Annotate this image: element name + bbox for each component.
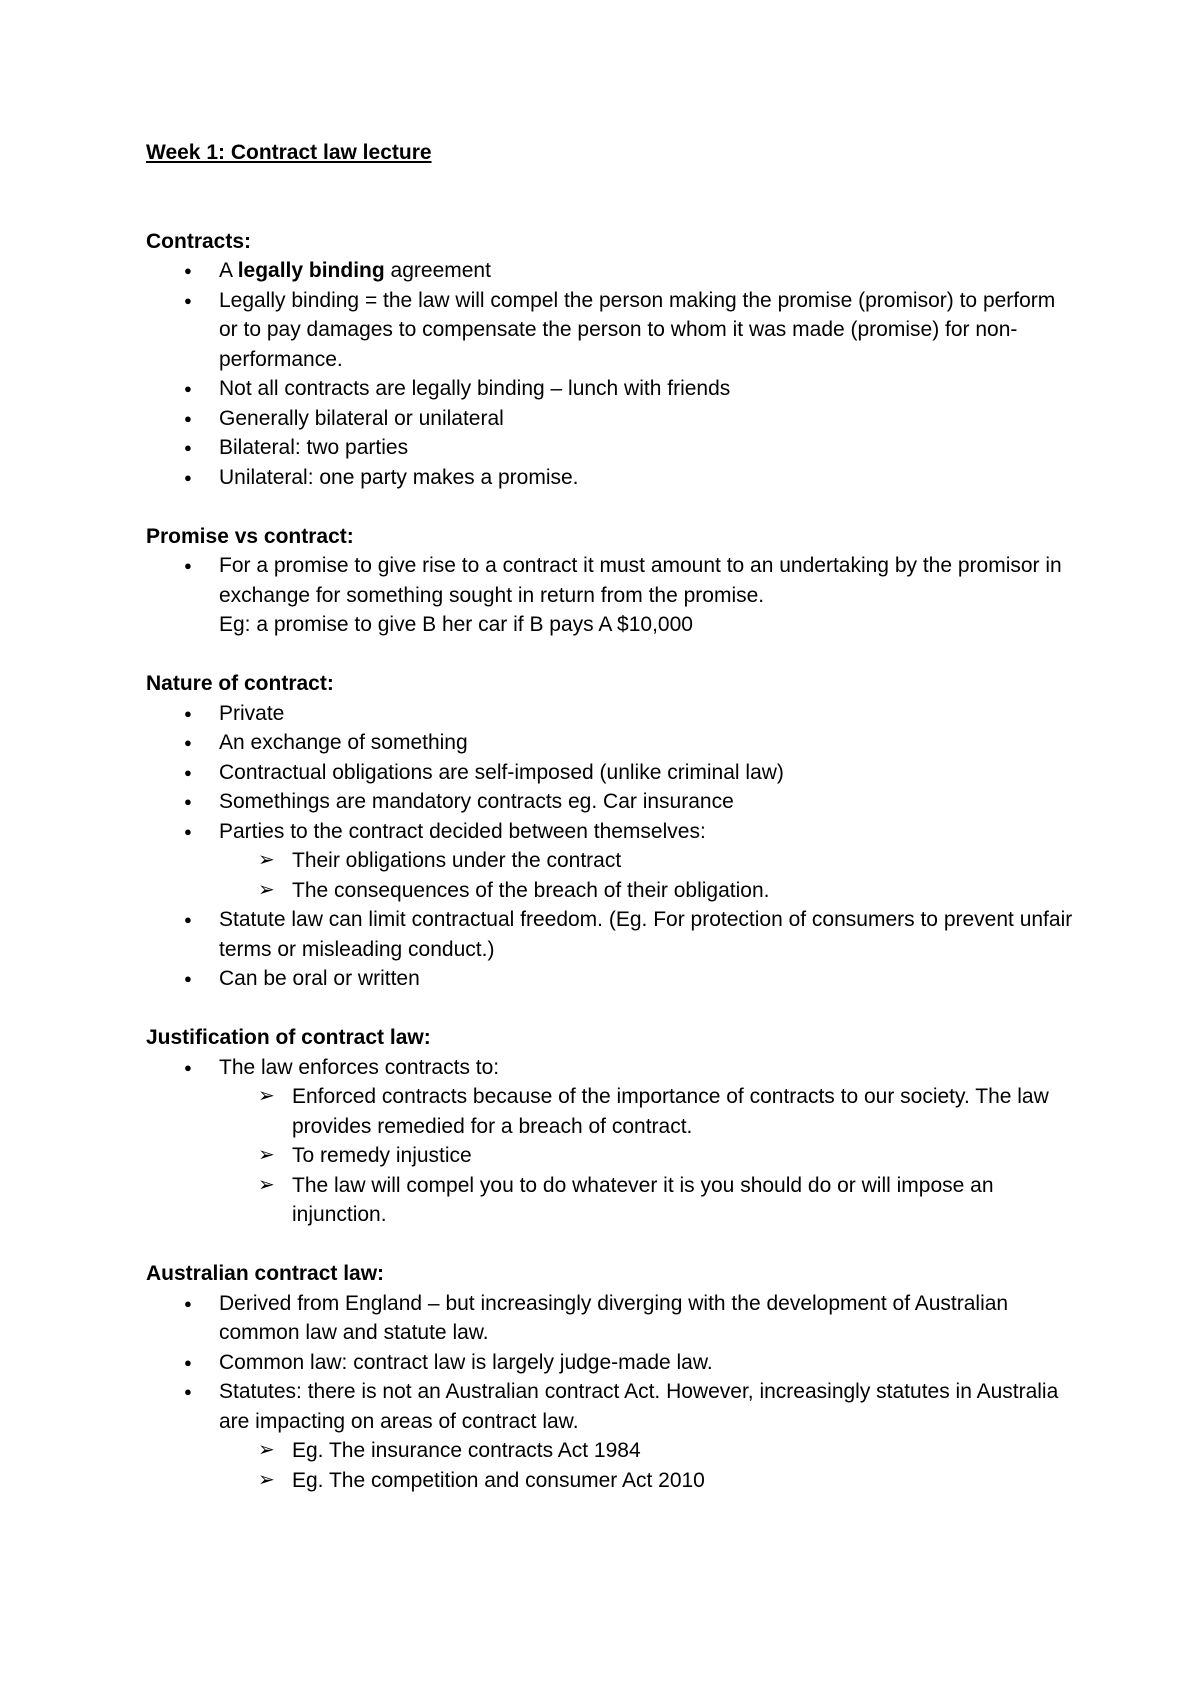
list-item	[219, 1053, 1076, 1230]
list-item-text: For a promise to give rise to a contract it must amount to an undertaking by the promisor in exchange for something sought in return from the promise.	[219, 554, 1062, 607]
list-item-text: The law enforces contracts to:	[219, 1055, 500, 1079]
section-heading-justification: Justification of contract law:	[146, 1026, 431, 1049]
list-item: ● Statute law can limit contractual freedom. (Eg. For protection of consumers to prevent unfair terms or misleading conduct.)	[219, 905, 1076, 964]
section-heading-australian: Australian contract law:	[146, 1262, 385, 1285]
sublist-item: ➢ Eg. The competition and consumer Act 2010	[292, 1466, 1076, 1496]
document-title: Week 1: Contract law lecture	[146, 141, 432, 164]
list-item: ● Can be oral or written	[219, 964, 1076, 994]
list-item	[219, 817, 1076, 906]
bullet-list	[146, 256, 1076, 492]
section-australian-contract-law	[146, 1259, 1076, 1495]
list-item-text: Statutes: there is not an Australian contract Act. However, increasingly statutes in Australia are impacting on areas of contract law.	[219, 1380, 1059, 1433]
list-item: ● Private	[219, 699, 1076, 729]
list-item: ● Common law: contract law is largely judge-made law.	[219, 1348, 1076, 1378]
list-item	[219, 256, 1076, 286]
list-item: ● Contractual obligations are self-imposed (unlike criminal law)	[219, 758, 1076, 788]
section-promise-vs-contract	[146, 522, 1076, 640]
list-item: ● Somethings are mandatory contracts eg. Car insurance	[219, 787, 1076, 817]
list-item: ● Derived from England – but increasingly diverging with the development of Australian common law and statute law.	[219, 1289, 1076, 1348]
list-item: ● An exchange of something	[219, 728, 1076, 758]
list-item-text: agreement	[384, 259, 491, 282]
list-item: ● Generally bilateral or unilateral	[219, 404, 1076, 434]
section-justification	[146, 1023, 1076, 1230]
sublist-item: ➢ To remedy injustice	[292, 1141, 1076, 1171]
list-item-text: Parties to the contract decided between themselves:	[219, 819, 706, 843]
section-nature-of-contract	[146, 669, 1076, 994]
arrow-sublist	[219, 1436, 1076, 1495]
sublist-item: ➢ Enforced contracts because of the importance of contracts to our society. The law provides remedied for a breach of contract.	[292, 1082, 1076, 1141]
list-item: ● Bilateral: two parties	[219, 433, 1076, 463]
section-heading-promise: Promise vs contract:	[146, 524, 354, 548]
bullet-list	[146, 1053, 1076, 1230]
list-item: ● Not all contracts are legally binding – lunch with friends	[219, 374, 1076, 404]
document-page	[146, 138, 1076, 1525]
list-item: ● Unilateral: one party makes a promise.	[219, 463, 1076, 493]
list-item-text: A	[219, 259, 238, 282]
list-item: ● Legally binding = the law will compel the person making the promise (promisor) to perform or to pay damages to compensate the person to whom it was made (promise) for non-performance.	[219, 286, 1076, 375]
sublist-item: ➢ Their obligations under the contract	[292, 846, 1076, 876]
bullet-list	[146, 699, 1076, 994]
sublist-item: ➢ Eg. The insurance contracts Act 1984	[292, 1436, 1076, 1466]
sublist-item: ➢ The consequences of the breach of their obligation.	[292, 876, 1076, 906]
list-item	[219, 551, 1076, 640]
bullet-list	[146, 551, 1076, 640]
section-contracts	[146, 227, 1076, 493]
section-heading-contracts: Contracts:	[146, 229, 252, 253]
arrow-sublist	[219, 1082, 1076, 1230]
example-text: Eg: a promise to give B her car if B pays A $10,000	[219, 613, 693, 636]
list-item	[219, 1377, 1076, 1495]
bullet-list	[146, 1289, 1076, 1496]
bold-term: legally binding	[237, 259, 385, 282]
sublist-item: ➢ The law will compel you to do whatever it is you should do or will impose an injunction.	[292, 1171, 1076, 1230]
arrow-sublist	[219, 846, 1076, 905]
section-heading-nature: Nature of contract:	[146, 672, 334, 695]
